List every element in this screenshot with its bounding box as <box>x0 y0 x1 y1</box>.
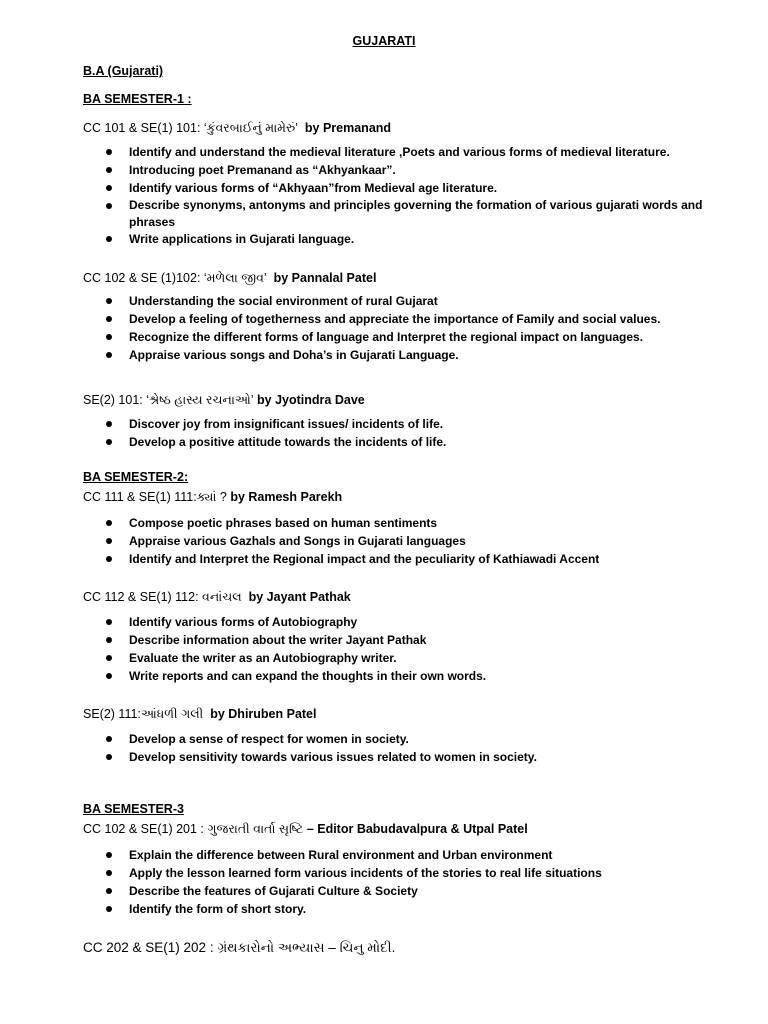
list-item: Compose poetic phrases based on human sentiments <box>83 514 723 532</box>
bullet-icon <box>106 906 112 912</box>
bullet-icon <box>106 655 112 661</box>
list-item: Describe synonyms, antonyms and principles governing the formation of various gujarati words and phrases <box>83 197 723 230</box>
course-code: CC 111 & SE(1) 111: <box>83 490 197 504</box>
book-title: આંધળી ગલી <box>140 707 204 721</box>
author: by Ramesh Parekh <box>230 490 343 504</box>
list-item: Recognize the different forms of language and Interpret the regional impact on languages. <box>83 328 723 346</box>
book-title: ગ્રંથકારોનો અભ્યાસ – ચિનુ મોદી. <box>217 940 396 955</box>
course-cc202-title <box>83 940 395 956</box>
course-cc111-title <box>83 490 342 505</box>
semester-3-heading: BA SEMESTER-3 <box>83 802 184 816</box>
book-title: ગુજરાતી વાર્તા સૃષ્ટિ <box>207 822 304 836</box>
bullet-icon <box>106 637 112 643</box>
bullet-icon <box>106 673 112 679</box>
bullet-icon <box>106 619 112 625</box>
bullet-icon <box>106 754 112 760</box>
bullet-icon <box>106 421 112 427</box>
bullet-icon <box>106 352 112 358</box>
course-code: SE(2) 101: <box>83 393 147 407</box>
bullet-icon <box>106 167 112 173</box>
author: by Jayant Pathak <box>248 590 351 604</box>
list-item: Identify and Interpret the Regional impact and the peculiarity of Kathiawadi Accent <box>83 550 723 568</box>
list-item: Identify various forms of “Akhyaan”from Medieval age literature. <box>83 179 723 197</box>
course-cc112-title <box>83 590 351 605</box>
list-item: Develop sensitivity towards various issues related to women in society. <box>83 748 723 766</box>
book-title: ‘શ્રેષ્ઠ હાસ્ય રચનાઓ’ <box>146 393 254 407</box>
course-se2-111-title <box>83 707 317 722</box>
bullet-icon <box>106 538 112 544</box>
list-item: Develop a feeling of togetherness and appreciate the importance of Family and social values. <box>83 310 723 328</box>
bullet-icon <box>106 852 112 858</box>
bullet-icon <box>106 334 112 340</box>
bullet-icon <box>106 888 112 894</box>
cc101-outcomes-list <box>83 143 723 248</box>
program-heading: B.A (Gujarati) <box>83 64 164 78</box>
bullet-icon <box>106 149 112 155</box>
list-item: Evaluate the writer as an Autobiography writer. <box>83 649 723 667</box>
bullet-icon <box>106 439 112 445</box>
list-item: Introducing poet Premanand as “Akhyankaar”. <box>83 161 723 179</box>
book-title: ‘મળેલા જીવ’ <box>203 271 267 285</box>
list-item: Apply the lesson learned form various incidents of the stories to real life situations <box>83 864 723 882</box>
bullet-icon <box>106 520 112 526</box>
cc102-outcomes-list <box>83 292 723 364</box>
author: by Jyotindra Dave <box>257 393 365 407</box>
list-item: Discover joy from insignificant issues/ incidents of life. <box>83 415 723 433</box>
cc112-outcomes-list <box>83 613 723 685</box>
course-cc101-title <box>83 121 391 136</box>
course-code: CC 112 & SE(1) 112: <box>83 590 203 604</box>
list-item: Identify and understand the medieval literature ,Poets and various forms of medieval literature. <box>83 143 723 161</box>
book-title: વનાંચલ <box>202 590 242 604</box>
author: – Editor Babudavalpura & Utpal Patel <box>303 822 528 836</box>
course-code: CC 102 & SE(1) 201 : <box>83 822 208 836</box>
semester-1-heading: BA SEMESTER-1 : <box>83 92 192 106</box>
author: by Premanand <box>304 121 392 135</box>
author: by Pannalal Patel <box>273 271 377 285</box>
bullet-icon <box>106 203 112 209</box>
list-item: Develop a positive attitude towards the incidents of life. <box>83 433 723 451</box>
book-title: ‘કુંવરબાઈનું મામેરું’ <box>203 121 298 135</box>
list-item: Develop a sense of respect for women in society. <box>83 730 723 748</box>
course-cc102-title <box>83 271 376 286</box>
bullet-icon <box>106 316 112 322</box>
list-item: Appraise various songs and Doha’s in Gujarati Language. <box>83 346 723 364</box>
book-title: ક્યાં ? <box>196 490 227 504</box>
semester-2-heading: BA SEMESTER-2: <box>83 470 189 484</box>
document-title: GUJARATI <box>352 34 416 48</box>
bullet-icon <box>106 236 112 242</box>
bullet-icon <box>106 556 112 562</box>
author: by Dhiruben Patel <box>210 707 317 721</box>
course-se2-101-title <box>83 393 365 408</box>
list-item: Write applications in Gujarati language. <box>83 230 723 248</box>
bullet-icon <box>106 298 112 304</box>
list-item: Identify various forms of Autobiography <box>83 613 723 631</box>
list-item: Identify the form of short story. <box>83 900 723 918</box>
course-code: CC 202 & SE(1) 202 : <box>83 940 218 955</box>
list-item: Explain the difference between Rural environment and Urban environment <box>83 846 723 864</box>
se2-111-outcomes-list <box>83 730 723 766</box>
se2-101-outcomes-list <box>83 415 723 451</box>
list-item: Describe information about the writer Jayant Pathak <box>83 631 723 649</box>
list-item: Understanding the social environment of rural Gujarat <box>83 292 723 310</box>
cc201-outcomes-list <box>83 846 723 918</box>
bullet-icon <box>106 870 112 876</box>
course-code: CC 101 & SE(1) 101: <box>83 121 204 135</box>
list-item: Describe the features of Gujarati Culture & Society <box>83 882 723 900</box>
bullet-icon <box>106 736 112 742</box>
list-item: Appraise various Gazhals and Songs in Gujarati languages <box>83 532 723 550</box>
course-cc201-title <box>83 822 528 837</box>
bullet-icon <box>106 185 112 191</box>
course-code: SE(2) 111: <box>83 707 141 721</box>
cc111-outcomes-list <box>83 514 723 568</box>
course-code: CC 102 & SE (1)102: <box>83 271 204 285</box>
list-item: Write reports and can expand the thoughts in their own words. <box>83 667 723 685</box>
